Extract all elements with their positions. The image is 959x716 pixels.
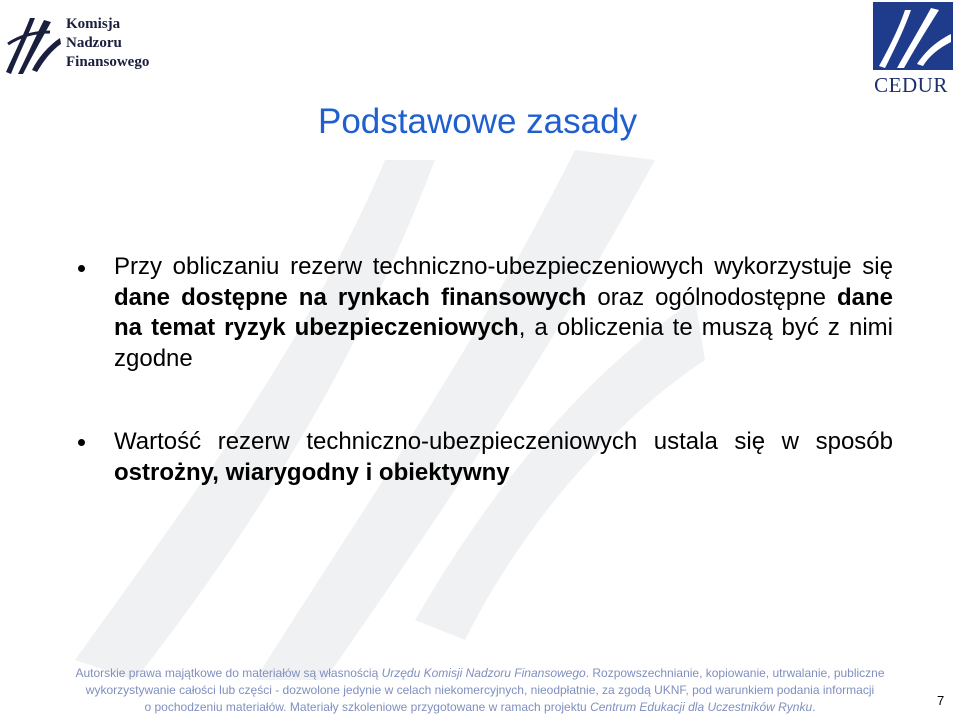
knf-watermark-icon: [55, 120, 705, 680]
bullet-dot-icon: [78, 265, 85, 272]
footer-line-1-part-1: Autorskie prawa majątkowe do materiałów są własnością: [75, 666, 382, 680]
bullet-item-1: [114, 252, 893, 374]
bullet-1-text-2: oraz ogólnodostępne: [586, 283, 837, 311]
page-number: 7: [937, 693, 945, 708]
knf-logo-line-2: Nadzoru: [66, 35, 122, 51]
bullet-1-text-3: , a obliczenia te muszą być z nimi zgodne: [114, 314, 894, 372]
bullet-dot-icon: [78, 439, 85, 446]
cedur-logo-icon: [873, 2, 953, 70]
copyright-footer: [40, 665, 920, 716]
footer-line-3-italic: Centrum Edukacji dla Uczestników Rynku: [590, 700, 813, 714]
bullet-1-text-1: Przy obliczaniu rezerw techniczno-ubezpieczeniowych wykorzystuje się: [114, 253, 893, 280]
knf-logo: [0, 8, 175, 80]
footer-line-1: [40, 665, 920, 682]
bullet-2-bold-1: ostrożny, wiarygodny i obiektywny: [114, 458, 510, 486]
footer-line-3-part-1: o pochodzeniu materiałów. Materiały szkoleniowe przygotowane w ramach projektu: [144, 700, 591, 714]
knf-logo-line-3: Finansowego: [66, 54, 150, 70]
bullet-item-2: [114, 427, 893, 488]
bullet-1-bold-1: dane dostępne na rynkach finansowych: [114, 283, 587, 311]
footer-line-3-part-3: .: [812, 700, 816, 714]
knf-logo-icon: [4, 14, 62, 76]
knf-logo-line-1: Komisja: [66, 16, 121, 32]
knf-logo-text: [66, 15, 149, 72]
cedur-logo-text: CEDUR: [874, 73, 948, 97]
bullet-2-text-1: Wartość rezerw techniczno-ubezpieczeniowych ustala się w sposób: [114, 428, 893, 455]
bullet-1-bold-2: dane na temat ryzyk ubezpieczeniowych: [114, 283, 894, 341]
footer-line-1-part-3: . Rozpowszechnianie, kopiowanie, utrwalanie, publiczne: [585, 666, 885, 680]
cedur-logo: [865, 0, 957, 98]
footer-line-1-italic: Urzędu Komisji Nadzoru Finansowego: [381, 666, 586, 680]
footer-line-2: wykorzystywanie całości lub części - dozwolone jedynie w celach niekomercyjnych, nieodpłatnie, za zgodą UKNF, pod warunkiem podania informacji: [85, 683, 875, 697]
footer-line-3: [40, 699, 920, 716]
slide-title: Podstawowe zasady: [318, 102, 638, 141]
